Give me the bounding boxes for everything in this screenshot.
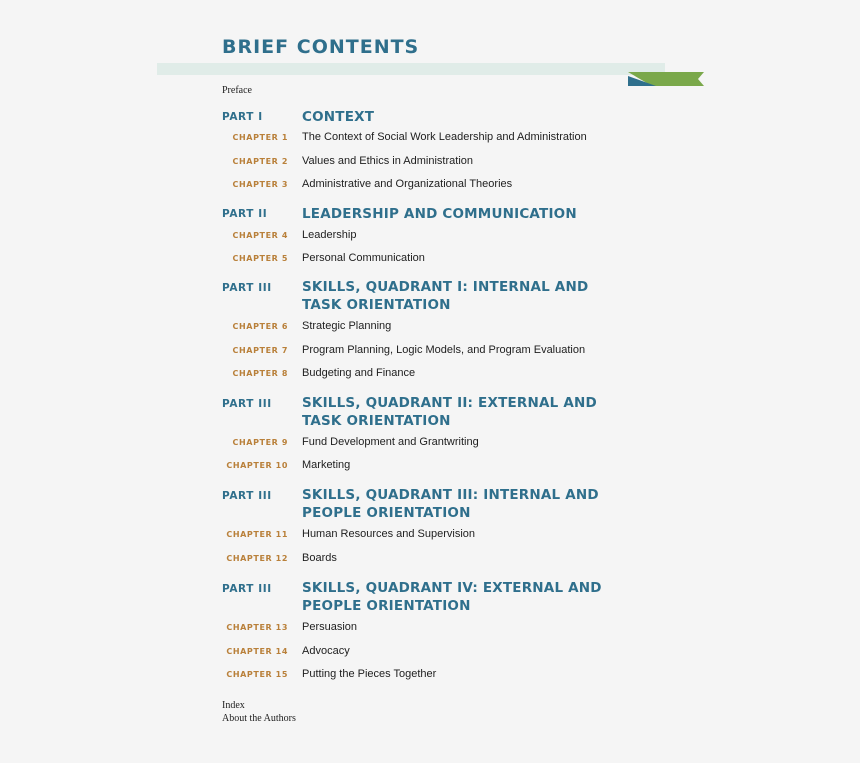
- index-entry: Index: [222, 700, 245, 711]
- part-label: PART III: [222, 490, 272, 502]
- chapter-title: Fund Development and Grantwriting: [302, 436, 479, 448]
- part-label: PART II: [222, 208, 268, 220]
- chapter-label: CHAPTER 10: [226, 461, 288, 470]
- part-label: PART III: [222, 398, 272, 410]
- chapter-label: CHAPTER 15: [226, 670, 288, 679]
- chapter-label: CHAPTER 7: [232, 346, 288, 355]
- part-title: CONTEXT: [302, 109, 375, 125]
- ribbon-decoration: [628, 72, 704, 86]
- chapter-title: Values and Ethics in Administration: [302, 155, 473, 167]
- part-label: PART III: [222, 282, 272, 294]
- chapter-title: Human Resources and Supervision: [302, 528, 476, 540]
- about-authors-entry: About the Authors: [222, 713, 296, 724]
- chapter-label: CHAPTER 5: [232, 254, 288, 263]
- chapter-label: CHAPTER 3: [232, 180, 288, 189]
- part-label: PART I: [222, 111, 263, 123]
- chapter-title: Marketing: [302, 459, 351, 471]
- preface-entry: Preface: [222, 85, 252, 96]
- chapter-label: CHAPTER 13: [226, 623, 288, 632]
- chapter-title: Program Planning, Logic Models, and Program Evaluation: [302, 344, 586, 356]
- part-title: SKILLS, QUADRANT IV: EXTERNAL AND PEOPLE ORIENTATION: [302, 580, 602, 614]
- chapter-label: CHAPTER 14: [226, 647, 288, 656]
- chapter-label: CHAPTER 12: [226, 554, 288, 563]
- part-title: LEADERSHIP AND COMMUNICATION: [302, 206, 577, 222]
- chapter-title: Personal Communication: [302, 252, 425, 264]
- chapter-label: CHAPTER 8: [232, 369, 288, 378]
- part-title: SKILLS, QUADRANT III: INTERNAL AND PEOPLE ORIENTATION: [302, 487, 599, 521]
- part-title: SKILLS, QUADRANT II: EXTERNAL AND TASK ORIENTATION: [302, 395, 597, 429]
- chapter-label: CHAPTER 9: [232, 438, 288, 447]
- title-band: [157, 63, 665, 75]
- chapter-title: Advocacy: [302, 645, 350, 657]
- page-title: BRIEF CONTENTS: [222, 36, 420, 58]
- chapter-title: Persuasion: [302, 621, 358, 633]
- chapter-label: CHAPTER 1: [232, 133, 288, 142]
- chapter-title: Administrative and Organizational Theories: [302, 178, 513, 190]
- chapter-label: CHAPTER 2: [232, 157, 288, 166]
- chapter-title: Putting the Pieces Together: [302, 668, 437, 680]
- chapter-title: Leadership: [302, 229, 357, 241]
- part-label: PART III: [222, 583, 272, 595]
- chapter-title: Strategic Planning: [302, 320, 392, 332]
- chapter-label: CHAPTER 11: [226, 530, 288, 539]
- chapter-title: The Context of Social Work Leadership and Administration: [302, 131, 587, 143]
- chapter-label: CHAPTER 6: [232, 322, 288, 331]
- chapter-title: Budgeting and Finance: [302, 367, 416, 379]
- part-title: SKILLS, QUADRANT I: INTERNAL AND TASK ORIENTATION: [302, 279, 589, 313]
- chapter-label: CHAPTER 4: [232, 231, 288, 240]
- chapter-title: Boards: [302, 552, 337, 564]
